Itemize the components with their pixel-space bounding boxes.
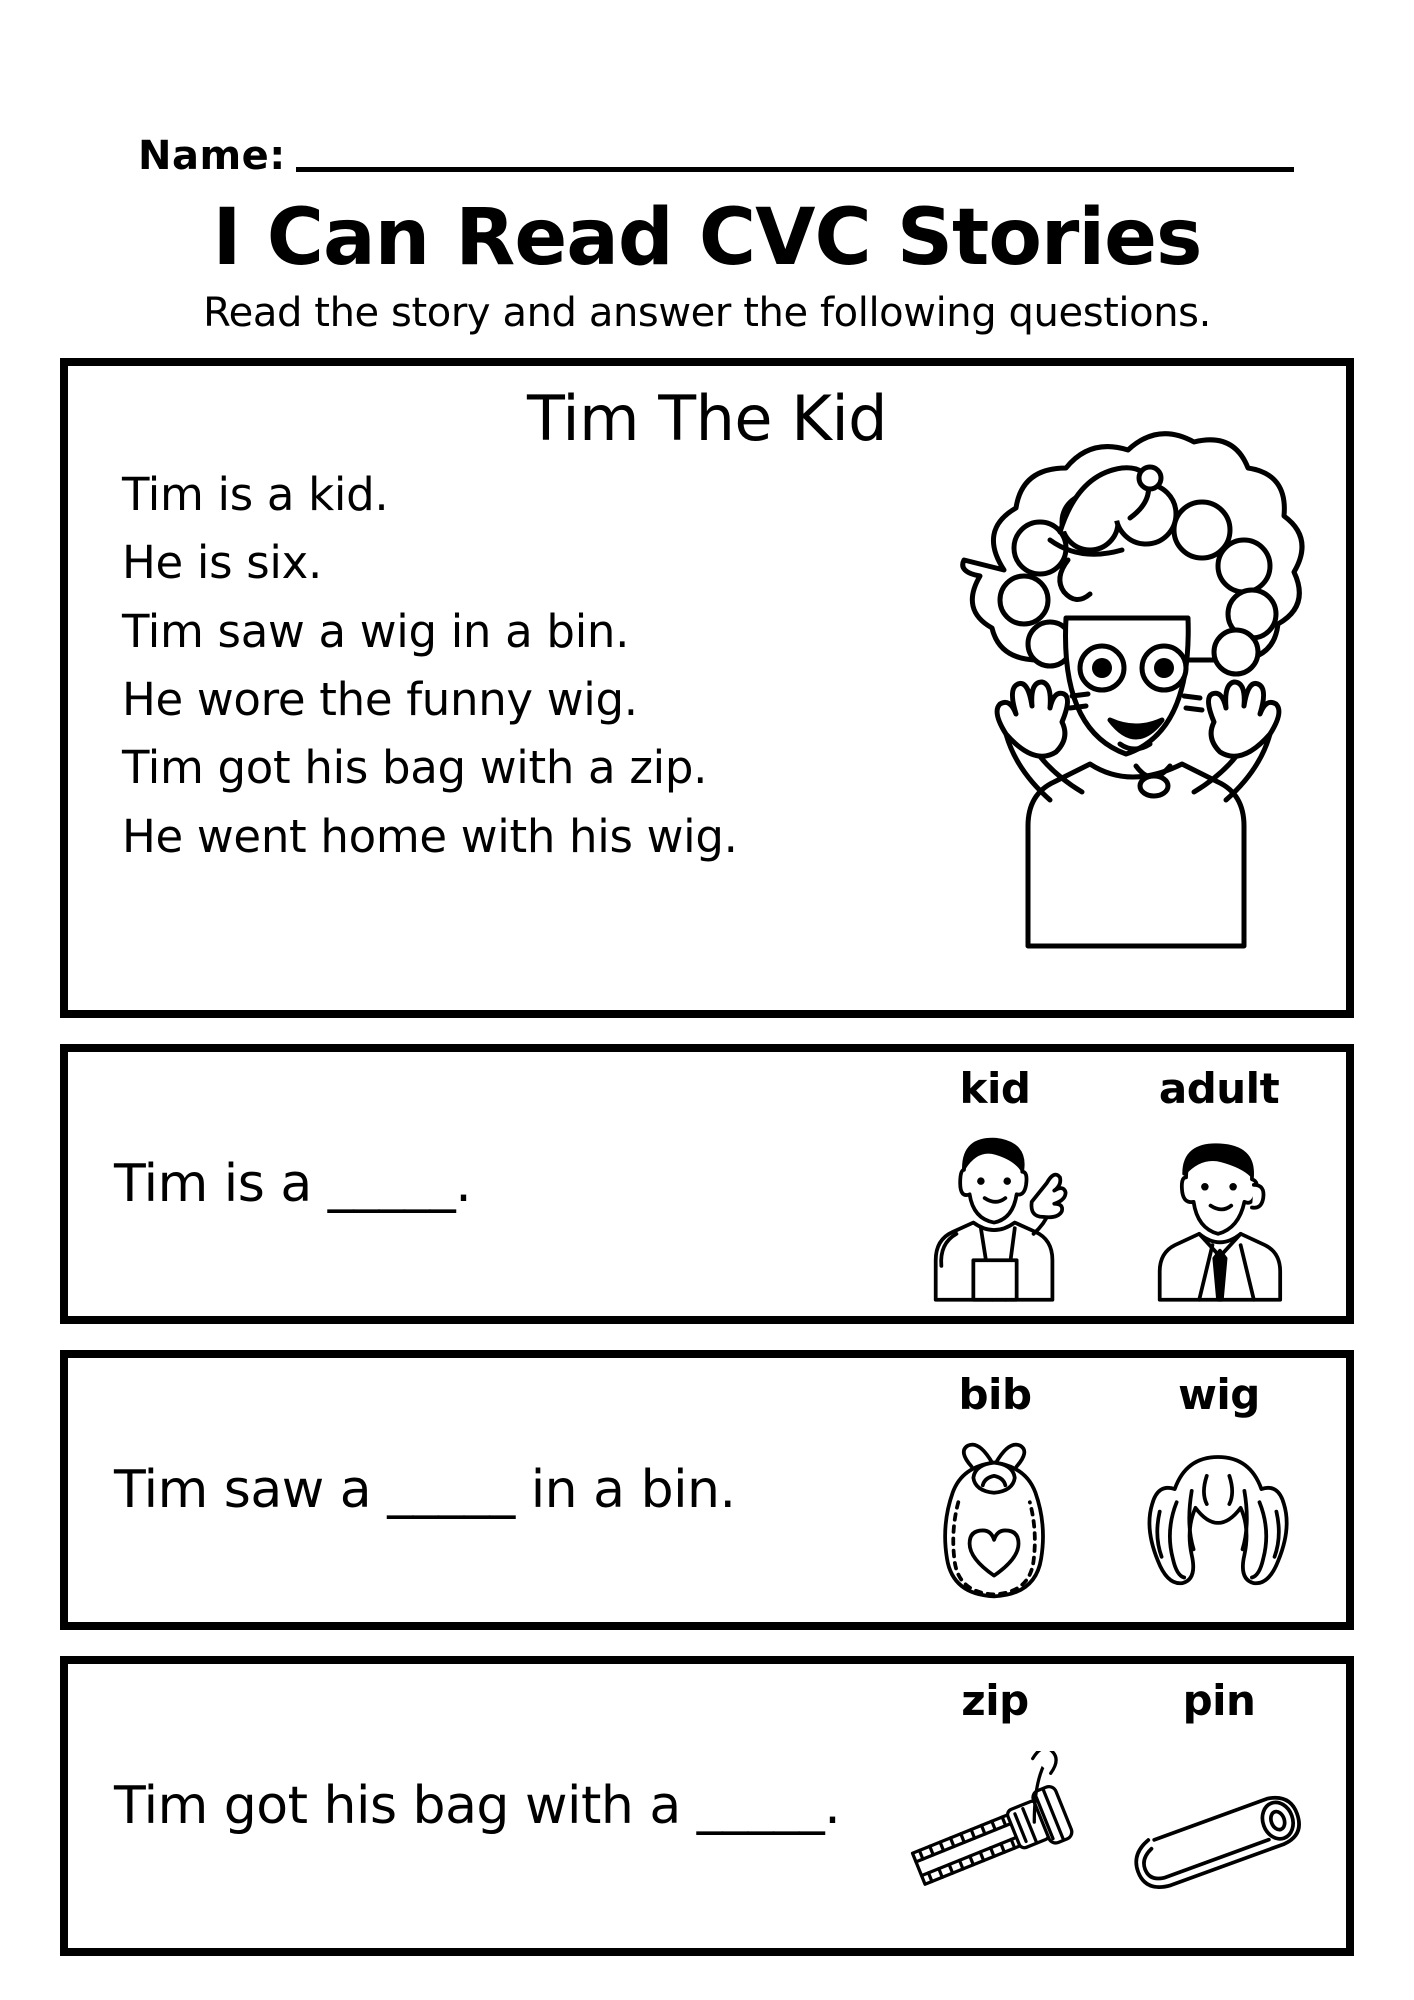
- zipper-icon: [900, 1727, 1090, 1948]
- story-line: Tim saw a wig in a bin.: [122, 604, 630, 658]
- bib-icon: [900, 1421, 1090, 1622]
- question-text[interactable]: Tim got his bag with a _____.: [114, 1775, 841, 1836]
- story-box: [60, 358, 1354, 1018]
- answer-options: [900, 1052, 1328, 1316]
- option-label: adult: [1158, 1063, 1280, 1113]
- option-adult[interactable]: [1124, 1052, 1314, 1316]
- answer-options: [900, 1358, 1328, 1622]
- page-subtitle: Read the story and answer the following questions.: [203, 289, 1211, 336]
- name-row: [60, 120, 1354, 180]
- story-line: Tim is a kid.: [122, 467, 389, 521]
- story-lines: [92, 461, 1322, 871]
- wig-icon: [1124, 1421, 1314, 1622]
- story-line: He is six.: [122, 536, 322, 590]
- kid-icon: [900, 1115, 1090, 1316]
- option-bib[interactable]: [900, 1358, 1090, 1622]
- question-box-3: [60, 1656, 1354, 1956]
- option-label: kid: [959, 1063, 1031, 1113]
- option-label: zip: [961, 1675, 1029, 1725]
- answer-options: [900, 1664, 1328, 1948]
- option-label: pin: [1182, 1675, 1256, 1725]
- safety-pin-icon: [1124, 1727, 1314, 1948]
- question-text[interactable]: Tim saw a _____ in a bin.: [114, 1459, 736, 1520]
- story-line: He wore the funny wig.: [122, 673, 638, 727]
- story-line: Tim got his bag with a zip.: [122, 741, 708, 795]
- option-label: bib: [958, 1369, 1032, 1419]
- option-pin[interactable]: [1124, 1664, 1314, 1948]
- name-label: Name:: [138, 133, 286, 179]
- option-label: wig: [1178, 1369, 1260, 1419]
- adult-icon: [1124, 1115, 1314, 1316]
- name-blank-line[interactable]: [296, 167, 1294, 172]
- option-wig[interactable]: [1124, 1358, 1314, 1622]
- question-text[interactable]: Tim is a _____.: [114, 1153, 472, 1214]
- question-box-1: [60, 1044, 1354, 1324]
- page-title: I Can Read CVC Stories: [212, 193, 1202, 283]
- question-box-2: [60, 1350, 1354, 1630]
- story-title: Tim The Kid: [526, 381, 888, 455]
- story-line: He went home with his wig.: [122, 809, 738, 863]
- option-zip[interactable]: [900, 1664, 1090, 1948]
- option-kid[interactable]: [900, 1052, 1090, 1316]
